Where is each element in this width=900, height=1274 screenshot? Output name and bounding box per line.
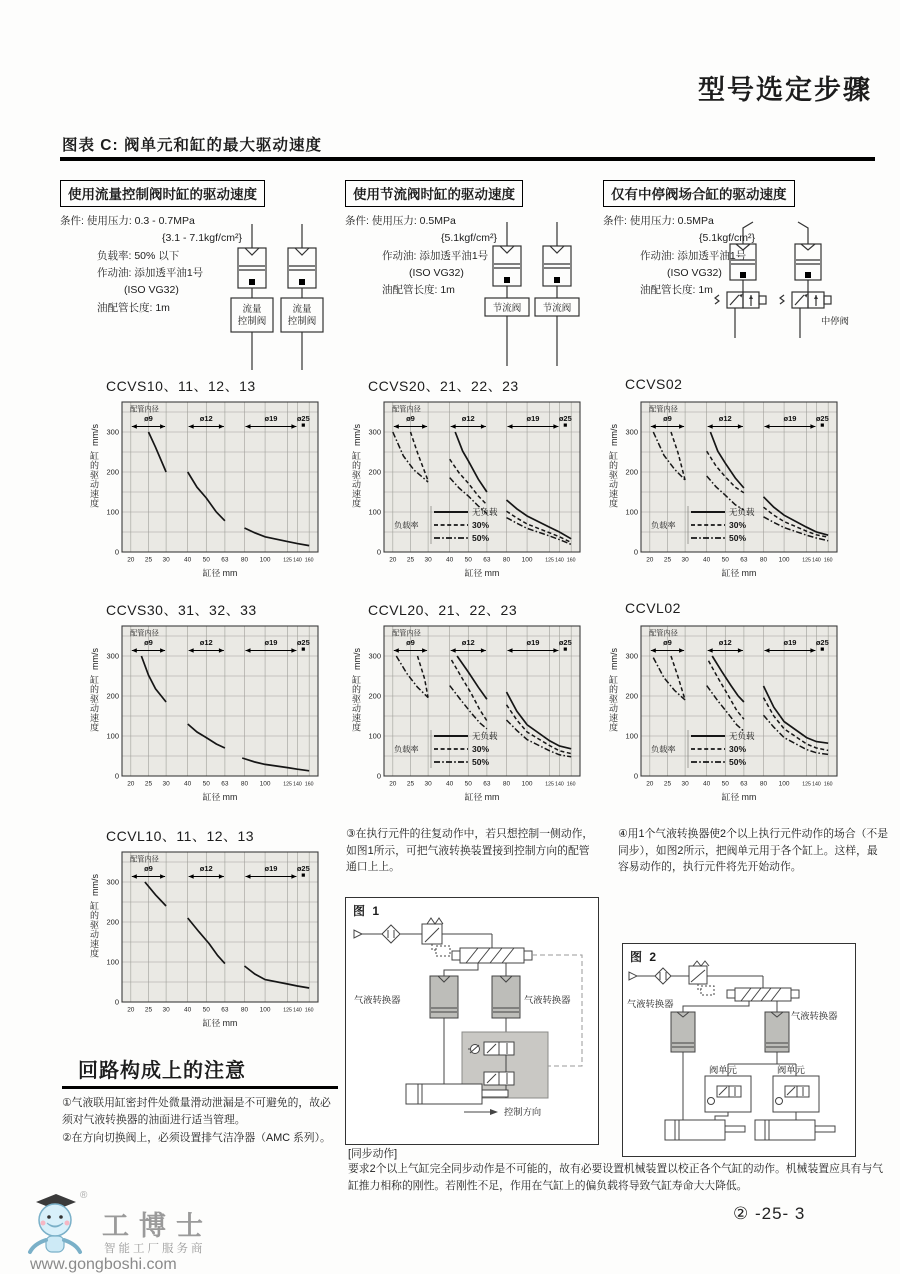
svg-text:25: 25 xyxy=(663,780,672,788)
chart-plot xyxy=(605,394,857,586)
y-axis-label xyxy=(350,424,363,508)
svg-text:ø25: ø25 xyxy=(296,864,310,873)
svg-text:140: 140 xyxy=(293,557,302,564)
svg-text:63: 63 xyxy=(221,780,229,788)
svg-text:ø12: ø12 xyxy=(461,414,475,423)
svg-text:300: 300 xyxy=(106,651,119,661)
svg-text:0: 0 xyxy=(114,997,119,1007)
svg-text:缸径 mm: 缸径 mm xyxy=(721,568,757,578)
svg-text:100: 100 xyxy=(778,556,790,564)
chart-canvas xyxy=(86,844,326,1034)
svg-text:63: 63 xyxy=(221,556,229,564)
svg-text:30%: 30% xyxy=(729,744,747,754)
control-direction-label: 控制方向 xyxy=(504,1107,542,1117)
svg-text:160: 160 xyxy=(566,557,576,564)
chart-ccvs30-33 xyxy=(82,600,338,810)
svg-text:ø12: ø12 xyxy=(199,638,213,647)
gongboshi-logo xyxy=(16,1190,276,1273)
svg-text:30: 30 xyxy=(162,1006,170,1014)
mid-stop-valve-diagram-icon xyxy=(703,220,893,368)
svg-text:ø19: ø19 xyxy=(783,638,797,647)
condition-line: 油配管长度: 1m xyxy=(97,301,170,314)
svg-text:ø25: ø25 xyxy=(815,638,829,647)
mascot-icon xyxy=(22,1192,86,1258)
condition-line: 条件: 使用压力: 0.5MPa xyxy=(603,215,714,227)
svg-text:40: 40 xyxy=(446,556,454,564)
svg-text:0: 0 xyxy=(376,547,381,557)
svg-text:200: 200 xyxy=(625,691,638,701)
y-axis-label xyxy=(88,648,101,732)
svg-text:0: 0 xyxy=(114,547,119,557)
svg-text:25: 25 xyxy=(144,556,153,564)
notes-item-1: ①气液联用缸密封件处微量滑动泄漏是不可避免的，故必须对气液转换器的油面进行适当管理。 xyxy=(62,1097,331,1127)
svg-text:ø12: ø12 xyxy=(199,414,213,423)
condition-title: 使用流量控制阀时缸的驱动速度 xyxy=(60,180,265,207)
svg-text:200: 200 xyxy=(368,467,381,477)
svg-text:ø12: ø12 xyxy=(461,638,475,647)
y-axis-label xyxy=(88,424,101,508)
chart-title: CCVS30、31、32、33 xyxy=(106,602,257,618)
condition-line: 作动油: 添加透平油1号 xyxy=(640,249,747,262)
figure-1-caption: [同步动作] xyxy=(348,1148,398,1160)
throttle-valve-diagram-icon xyxy=(477,220,589,370)
svg-text:63: 63 xyxy=(483,556,491,564)
svg-text:配管内径: 配管内径 xyxy=(392,628,421,638)
svg-text:ø12: ø12 xyxy=(718,638,732,647)
svg-text:无负载: 无负载 xyxy=(472,507,498,517)
svg-text:300: 300 xyxy=(106,877,119,887)
valve-label: 流量 xyxy=(292,304,312,315)
svg-text:100: 100 xyxy=(521,556,533,564)
condition-line: (ISO VG32) xyxy=(667,266,722,279)
svg-text:ø9: ø9 xyxy=(144,638,153,647)
condition-title: 仅有中停阀场合缸的驱动速度 xyxy=(603,180,795,207)
condition-box-flow-control xyxy=(60,180,340,376)
svg-text:160: 160 xyxy=(823,781,833,788)
y-axis-unit: mm/s xyxy=(608,648,619,670)
figure-1-title: 图 1 xyxy=(353,904,382,918)
chart-ccvs02 xyxy=(601,376,857,586)
svg-text:63: 63 xyxy=(221,1006,229,1014)
svg-text:160: 160 xyxy=(304,1007,314,1014)
svg-text:140: 140 xyxy=(812,557,821,564)
svg-text:ø25: ø25 xyxy=(558,638,572,647)
svg-text:ø19: ø19 xyxy=(264,638,278,647)
svg-text:25: 25 xyxy=(144,1006,153,1014)
svg-text:负载率: 负载率 xyxy=(394,521,419,530)
sync-note-text: 要求2个以上气缸完全同步动作是不可能的，故有必要设置机械装置以校正各个气缸的动作。机械装置应具有与气缸推力相称的刚性。若刚性不足，作用在气缸上的偏负载将导致气缸寿命大大降低。 xyxy=(348,1163,884,1193)
chart-title: CCVS10、11、12、13 xyxy=(106,378,256,394)
svg-text:40: 40 xyxy=(184,1006,192,1014)
svg-text:100: 100 xyxy=(106,507,119,517)
svg-text:100: 100 xyxy=(259,1006,271,1014)
mid-stop-valve-label: 中停阀 xyxy=(821,316,849,326)
y-axis-unit: mm/s xyxy=(608,424,619,446)
svg-text:200: 200 xyxy=(106,691,119,701)
y-axis-name: 缸的驱动速度 xyxy=(608,451,618,508)
svg-text:300: 300 xyxy=(368,427,381,437)
condition-line: {3.1 - 7.1kgf/cm²} xyxy=(162,232,242,245)
svg-text:30: 30 xyxy=(681,780,689,788)
svg-text:100: 100 xyxy=(521,780,533,788)
registered-mark: ® xyxy=(80,1190,88,1201)
chart-canvas xyxy=(605,394,845,584)
y-axis-name: 缸的驱动速度 xyxy=(351,451,361,508)
svg-text:50: 50 xyxy=(464,556,472,564)
svg-text:0: 0 xyxy=(633,771,638,781)
y-axis-label xyxy=(607,648,620,732)
y-axis-unit: mm/s xyxy=(351,424,362,446)
logo-url: www.gongboshi.com xyxy=(30,1256,177,1273)
y-axis-label xyxy=(607,424,620,508)
svg-text:ø9: ø9 xyxy=(406,414,415,423)
svg-text:140: 140 xyxy=(293,781,302,788)
svg-text:20: 20 xyxy=(646,780,654,788)
chart-title: CCVL02 xyxy=(625,600,681,616)
chart-canvas xyxy=(86,618,326,808)
svg-text:100: 100 xyxy=(106,957,119,967)
condition-line: 油配管长度: 1m xyxy=(382,284,455,297)
condition-line: 条件: 使用压力: 0.3 - 0.7MPa xyxy=(60,215,195,227)
svg-text:ø9: ø9 xyxy=(406,638,415,647)
svg-text:0: 0 xyxy=(114,771,119,781)
svg-text:50%: 50% xyxy=(729,533,747,543)
y-axis-label xyxy=(88,874,101,958)
svg-text:无负载: 无负载 xyxy=(472,731,498,741)
svg-text:ø9: ø9 xyxy=(663,414,672,423)
page-title: 型号选定步骤 xyxy=(698,75,872,105)
svg-text:30: 30 xyxy=(162,556,170,564)
page-number: ② -25- 3 xyxy=(733,1204,806,1223)
svg-text:125: 125 xyxy=(283,781,292,788)
svg-text:0: 0 xyxy=(376,771,381,781)
svg-text:ø9: ø9 xyxy=(144,864,153,873)
valve-unit-label-right: 阀单元 xyxy=(777,1065,805,1075)
figure-2-title: 图 2 xyxy=(630,950,659,964)
svg-text:50: 50 xyxy=(721,556,729,564)
y-axis-label xyxy=(350,648,363,732)
chart-canvas xyxy=(86,394,326,584)
svg-text:80: 80 xyxy=(502,780,511,788)
figure-1-circuit-icon xyxy=(348,916,594,1122)
chart-ccvs20-23 xyxy=(344,376,600,586)
svg-text:ø25: ø25 xyxy=(296,638,310,647)
svg-text:20: 20 xyxy=(646,556,654,564)
figure-1 xyxy=(345,897,599,1145)
svg-text:20: 20 xyxy=(389,780,397,788)
svg-text:配管内径: 配管内径 xyxy=(130,854,159,864)
svg-text:50%: 50% xyxy=(472,757,490,767)
valve-label: 控制阀 xyxy=(287,316,317,327)
notes-rule xyxy=(62,1086,338,1089)
condition-line: 作动油: 添加透平油1号 xyxy=(97,266,204,279)
condition-box-throttle xyxy=(345,180,601,376)
condition-line: 油配管长度: 1m xyxy=(640,284,713,297)
svg-text:140: 140 xyxy=(555,557,564,564)
svg-text:125: 125 xyxy=(802,557,811,564)
converter-label-left: 气液转换器 xyxy=(627,999,674,1009)
svg-text:125: 125 xyxy=(802,781,811,788)
paragraph-3: ③在执行元件的往复动作中，若只想控制一侧动作，如图1所示，可把气液转换装置接到控制方向的配管通口上上。 xyxy=(346,828,594,874)
svg-text:20: 20 xyxy=(389,556,397,564)
svg-text:负载率: 负载率 xyxy=(651,521,676,530)
chart-plot xyxy=(86,844,338,1036)
svg-text:ø12: ø12 xyxy=(199,864,213,873)
svg-text:63: 63 xyxy=(740,780,748,788)
svg-text:30: 30 xyxy=(424,556,432,564)
svg-text:80: 80 xyxy=(240,780,249,788)
svg-text:负载率: 负载率 xyxy=(394,745,419,754)
svg-text:160: 160 xyxy=(304,557,314,564)
valve-label: 节流阀 xyxy=(492,303,522,314)
chart-ccvl20-23 xyxy=(344,600,600,810)
svg-text:缸径 mm: 缸径 mm xyxy=(202,792,238,802)
flow-control-valve-diagram-icon xyxy=(222,222,334,374)
svg-text:80: 80 xyxy=(759,556,768,564)
svg-text:40: 40 xyxy=(703,780,711,788)
chart-plot xyxy=(86,618,338,810)
y-axis-name: 缸的驱动速度 xyxy=(89,675,99,732)
svg-text:300: 300 xyxy=(625,651,638,661)
valve-label: 流量 xyxy=(242,304,262,315)
svg-text:40: 40 xyxy=(703,556,711,564)
condition-line: 负载率: 50% 以下 xyxy=(97,249,180,262)
svg-text:50: 50 xyxy=(202,780,210,788)
svg-text:40: 40 xyxy=(446,780,454,788)
chart-canvas xyxy=(348,394,588,584)
svg-text:配管内径: 配管内径 xyxy=(130,404,159,414)
svg-text:30%: 30% xyxy=(472,520,490,530)
svg-text:100: 100 xyxy=(368,731,381,741)
svg-text:ø19: ø19 xyxy=(526,414,540,423)
svg-text:缸径 mm: 缸径 mm xyxy=(464,568,500,578)
svg-text:30: 30 xyxy=(424,780,432,788)
y-axis-unit: mm/s xyxy=(89,874,100,896)
valve-label: 控制阀 xyxy=(237,316,267,327)
svg-text:140: 140 xyxy=(812,781,821,788)
svg-text:配管内径: 配管内径 xyxy=(649,628,678,638)
y-axis-name: 缸的驱动速度 xyxy=(608,675,618,732)
svg-text:100: 100 xyxy=(259,556,271,564)
svg-text:50: 50 xyxy=(202,556,210,564)
svg-text:160: 160 xyxy=(823,557,833,564)
svg-text:缸径 mm: 缸径 mm xyxy=(202,1018,238,1028)
svg-text:125: 125 xyxy=(545,557,554,564)
figure-2-circuit-icon xyxy=(625,960,853,1152)
svg-text:125: 125 xyxy=(283,557,292,564)
condition-title: 使用节流阀时缸的驱动速度 xyxy=(345,180,523,207)
condition-line: {5.1kgf/cm²} xyxy=(441,232,498,245)
condition-line: (ISO VG32) xyxy=(409,266,464,279)
svg-text:ø19: ø19 xyxy=(783,414,797,423)
svg-text:125: 125 xyxy=(283,1007,292,1014)
y-axis-unit: mm/s xyxy=(89,648,100,670)
y-axis-unit: mm/s xyxy=(89,424,100,446)
converter-label-right: 气液转换器 xyxy=(791,1011,838,1021)
svg-text:缸径 mm: 缸径 mm xyxy=(202,568,238,578)
condition-line: (ISO VG32) xyxy=(124,284,179,297)
svg-text:20: 20 xyxy=(127,780,135,788)
svg-text:ø19: ø19 xyxy=(526,638,540,647)
svg-text:100: 100 xyxy=(106,731,119,741)
svg-text:80: 80 xyxy=(240,1006,249,1014)
y-axis-name: 缸的驱动速度 xyxy=(89,901,99,958)
svg-text:20: 20 xyxy=(127,1006,135,1014)
svg-text:50: 50 xyxy=(464,780,472,788)
section-title: 图表 C: 阀单元和缸的最大驱动速度 xyxy=(62,137,322,154)
svg-text:ø12: ø12 xyxy=(718,414,732,423)
svg-text:ø25: ø25 xyxy=(296,414,310,423)
svg-text:160: 160 xyxy=(304,781,314,788)
svg-text:0: 0 xyxy=(633,547,638,557)
svg-text:配管内径: 配管内径 xyxy=(392,404,421,414)
y-axis-name: 缸的驱动速度 xyxy=(351,675,361,732)
svg-text:63: 63 xyxy=(740,556,748,564)
svg-text:配管内径: 配管内径 xyxy=(130,628,159,638)
converter-label-right: 气液转换器 xyxy=(524,995,571,1005)
svg-text:80: 80 xyxy=(759,780,768,788)
chart-plot xyxy=(605,618,857,810)
svg-text:50: 50 xyxy=(202,1006,210,1014)
svg-text:ø25: ø25 xyxy=(815,414,829,423)
svg-text:140: 140 xyxy=(293,1007,302,1014)
chart-ccvl10-13 xyxy=(82,826,338,1036)
y-axis-unit: mm/s xyxy=(351,648,362,670)
y-axis-name: 缸的驱动速度 xyxy=(89,451,99,508)
paragraph-4: ④用1个气液转换器使2个以上执行元件动作的场合（不是同步），如图2所示，把阀单元用于各个缸上。这样，最容易动作的，执行元件将先开始动作。 xyxy=(618,828,889,874)
svg-text:ø19: ø19 xyxy=(264,864,278,873)
circuit-notes xyxy=(62,1054,338,1147)
svg-text:ø9: ø9 xyxy=(663,638,672,647)
valve-unit-label-left: 阀单元 xyxy=(709,1065,737,1075)
svg-text:无负载: 无负载 xyxy=(729,731,755,741)
svg-text:80: 80 xyxy=(502,556,511,564)
logo-tagline: 智能工厂服务商 xyxy=(104,1243,206,1255)
svg-text:40: 40 xyxy=(184,780,192,788)
chart-title: CCVL10、11、12、13 xyxy=(106,828,255,844)
svg-text:200: 200 xyxy=(625,467,638,477)
svg-text:140: 140 xyxy=(555,781,564,788)
notes-item-2: ②在方向切换阀上，必须设置排气洁净器（AMC 系列）。 xyxy=(62,1131,331,1144)
svg-text:40: 40 xyxy=(184,556,192,564)
figure-2 xyxy=(622,943,856,1157)
svg-text:20: 20 xyxy=(127,556,135,564)
svg-text:100: 100 xyxy=(778,780,790,788)
chart-plot xyxy=(86,394,338,586)
condition-box-mid-stop xyxy=(603,180,893,376)
chart-canvas xyxy=(605,618,845,808)
svg-text:300: 300 xyxy=(625,427,638,437)
chart-title: CCVL20、21、22、23 xyxy=(368,602,518,618)
svg-text:80: 80 xyxy=(240,556,249,564)
svg-text:100: 100 xyxy=(259,780,271,788)
svg-text:200: 200 xyxy=(106,917,119,927)
svg-text:缸径 mm: 缸径 mm xyxy=(721,792,757,802)
svg-text:25: 25 xyxy=(406,556,415,564)
condition-line: 条件: 使用压力: 0.5MPa xyxy=(345,215,456,227)
notes-title: 回路构成上的注意 xyxy=(78,1060,246,1082)
chart-ccvl02 xyxy=(601,600,857,810)
svg-text:50%: 50% xyxy=(472,533,490,543)
chart-title: CCVS20、21、22、23 xyxy=(368,378,519,394)
chart-title: CCVS02 xyxy=(625,376,683,392)
svg-text:25: 25 xyxy=(406,780,415,788)
svg-text:100: 100 xyxy=(625,507,638,517)
chart-plot xyxy=(348,394,600,586)
svg-text:25: 25 xyxy=(663,556,672,564)
svg-text:负载率: 负载率 xyxy=(651,745,676,754)
svg-text:63: 63 xyxy=(483,780,491,788)
svg-text:300: 300 xyxy=(368,651,381,661)
svg-text:配管内径: 配管内径 xyxy=(649,404,678,414)
condition-line: 作动油: 添加透平油1号 xyxy=(382,249,489,262)
svg-text:25: 25 xyxy=(144,780,153,788)
svg-text:无负载: 无负载 xyxy=(729,507,755,517)
section-rule xyxy=(60,157,875,161)
svg-text:200: 200 xyxy=(368,691,381,701)
svg-text:200: 200 xyxy=(106,467,119,477)
svg-text:30%: 30% xyxy=(472,744,490,754)
svg-text:100: 100 xyxy=(368,507,381,517)
converter-label-left: 气液转换器 xyxy=(354,995,401,1005)
svg-text:125: 125 xyxy=(545,781,554,788)
svg-text:300: 300 xyxy=(106,427,119,437)
svg-text:100: 100 xyxy=(625,731,638,741)
logo-name: 工博士 xyxy=(102,1211,213,1241)
svg-text:缸径 mm: 缸径 mm xyxy=(464,792,500,802)
svg-text:ø9: ø9 xyxy=(144,414,153,423)
svg-text:30%: 30% xyxy=(729,520,747,530)
condition-line: {5.1kgf/cm²} xyxy=(699,232,756,245)
svg-text:50: 50 xyxy=(721,780,729,788)
valve-label: 节流阀 xyxy=(542,303,572,314)
svg-text:30: 30 xyxy=(162,780,170,788)
svg-text:50%: 50% xyxy=(729,757,747,767)
svg-text:160: 160 xyxy=(566,781,576,788)
chart-canvas xyxy=(348,618,588,808)
svg-text:30: 30 xyxy=(681,556,689,564)
svg-text:ø19: ø19 xyxy=(264,414,278,423)
chart-ccvs10-13 xyxy=(82,376,338,586)
svg-text:ø25: ø25 xyxy=(558,414,572,423)
chart-plot xyxy=(348,618,600,810)
